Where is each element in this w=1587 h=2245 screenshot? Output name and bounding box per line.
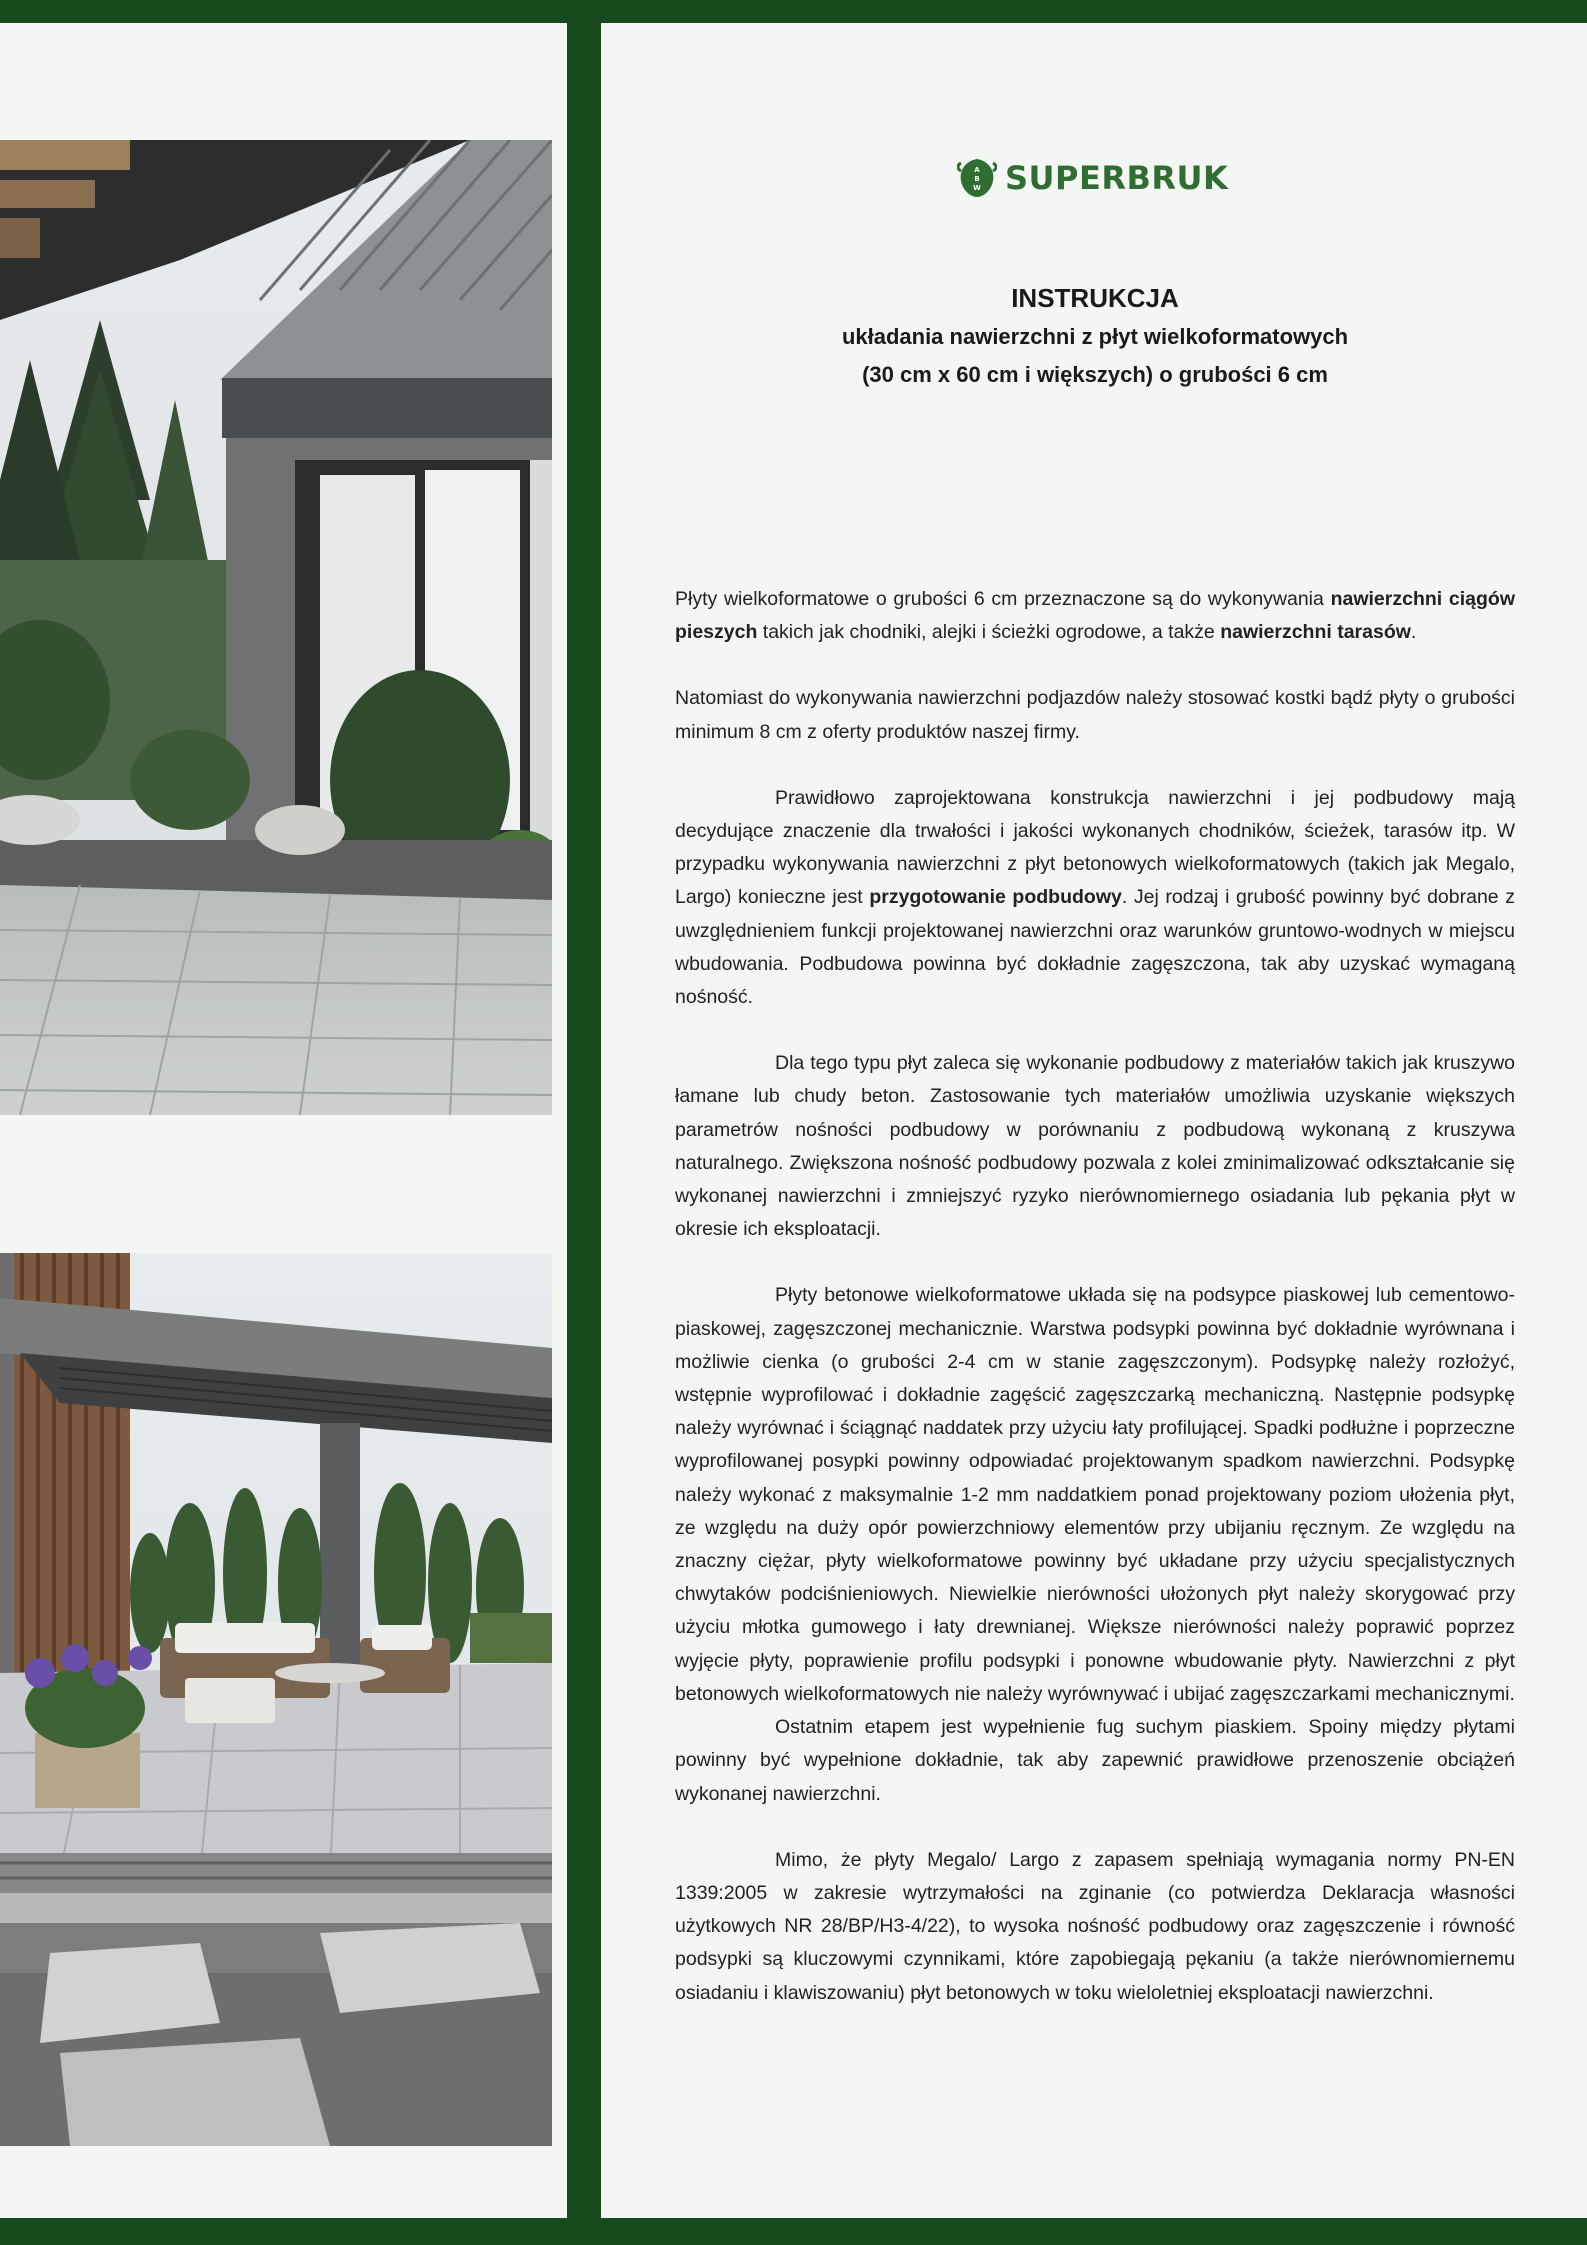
- superbruk-logo: [957, 156, 1228, 200]
- paragraph-4: Dla tego typu płyt zaleca się wykonanie podbudowy z materiałów takich jak kruszywo łamane lub chudy beton. Zastosowanie tych materiałów umożliwia uzyskanie większych parametrów nośności podbudowy w porównaniu z podbudową wykonaną z kruszywa naturalnego. Zwiększona nośność podbudowy pozwala z kolei zminimalizować odkształcanie się wykonanej nawierzchni i zmniejszyć ryzyko nierównomiernego osiadania lub pękania płyt w okresie ich eksploatacji.: [675, 1052, 1515, 1241]
- svg-text:A: A: [974, 166, 980, 174]
- brand-name: SUPERBRUK: [1005, 159, 1229, 197]
- photo-terrace: [0, 1253, 552, 2146]
- paragraph-3: Prawidłowo zaprojektowana konstrukcja nawierzchni i jej podbudowy mają decydujące znaczenie dla trwałości i jakości wykonanych chodników, ścieżek, tarasów itp. W przypadku wykonywania nawierzchni z płyt betonowych wielkoformatowych (takich jak Megalo, Largo) konieczne jest przygotowanie podbudowy. Jej rodzaj i grubość powinny być dobrane z uwzględnieniem funkcji projektowanej nawierzchni oraz warunków gruntowo-wodnych w miejscu wbudowania. Podbudowa powinna być dokładnie zagęszczona, tak aby uzyskać wymaganą nośność.: [675, 786, 1515, 1009]
- document-title: INSTRUKCJA: [1011, 283, 1179, 313]
- svg-text:B: B: [974, 175, 980, 183]
- document-header: [675, 278, 1515, 394]
- document-body: [675, 583, 1515, 2010]
- svg-text:W: W: [973, 184, 981, 192]
- paragraph-6: Ostatnim etapem jest wypełnienie fug suchym piaskiem. Spoiny między płytami powinny być wypełnione dokładnie, tak aby zapewnić prawidłowe przenoszenie obciążeń wykonanej nawierzchni.: [675, 1716, 1515, 1805]
- abw-leaf-icon: [957, 157, 997, 199]
- document-subtitle-1: układania nawierzchni z płyt wielkoformatowych: [841, 324, 1349, 349]
- paragraph-7: Mimo, że płyty Megalo/ Largo z zapasem spełniają wymagania normy PN-EN 1339:2005 w zakresie wytrzymałości na zginanie (co potwierdza Deklaracja własności użytkowych NR 28/BP/H3-4/22), to wysoka nośność podbudowy oraz zagęszczenie i równość podsypki są kluczowymi czynnikami, które zapobiegają pękaniu (a także nierównomiernemu osiadaniu i klawiszowaniu) płyt betonowych w toku wieloletniej eksploatacji nawierzchni.: [675, 1848, 1515, 2004]
- paragraph-2: Natomiast do wykonywania nawierzchni podjazdów należy stosować kostki bądź płyty o grubości minimum 8 cm z oferty produktów naszej firmy.: [675, 687, 1515, 743]
- paragraph-1: Płyty wielkoformatowe o grubości 6 cm przeznaczone są do wykonywania nawierzchni ciągów pieszych takich jak chodniki, alejki i ścieżki ogrodowe, a także nawierzchni tarasów.: [675, 588, 1515, 644]
- paragraph-5: Płyty betonowe wielkoformatowe układa się na podsypce piaskowej lub cementowo-piaskowej, zagęszczonej mechanicznie. Warstwa podsypki powinna być dokładnie wyrównana i możliwie cienka (o grubości 2-4 cm w stanie zagęszczonym). Podsypkę należy rozłożyć, wstępnie wyprofilować i dokładnie zagęścić zagęszczarką mechaniczną. Następnie podsypkę należy wyrównać i ściągnąć naddatek przy użyciu łaty profilującej. Spadki podłużne i poprzeczne wyprofilowanej posypki powinny odpowiadać projektowanym spadkom nawierzchni. Podsypkę należy wykonać z maksymalnie 1-2 mm naddatkiem ponad projektowany poziom ułożenia płyt, ze względu na duży opór powierzchniowy elementów przy ubijaniu ręcznym. Ze względu na znaczny ciężar, płyty wielkoformatowe powinny być układane przy użyciu specjalistycznych chwytaków podciśnieniowych. Niewielkie nierówności ułożonych płyt należy skorygować przy użyciu młotka gumowego i łaty drewnianej. Większe nierówności należy poprawić poprzez wyjęcie płyty, poprawienie profilu podsypki i ponowne wbudowanie płyty. Nawierzchni z płyt betonowych wielkoformatowych nie należy wyrównywać i ubijać zagęszczarkami mechanicznymi.: [675, 1284, 1515, 1705]
- photo-house-garden: [0, 140, 552, 1115]
- document-subtitle-2: (30 cm x 60 cm i większych) o grubości 6 cm: [862, 362, 1328, 387]
